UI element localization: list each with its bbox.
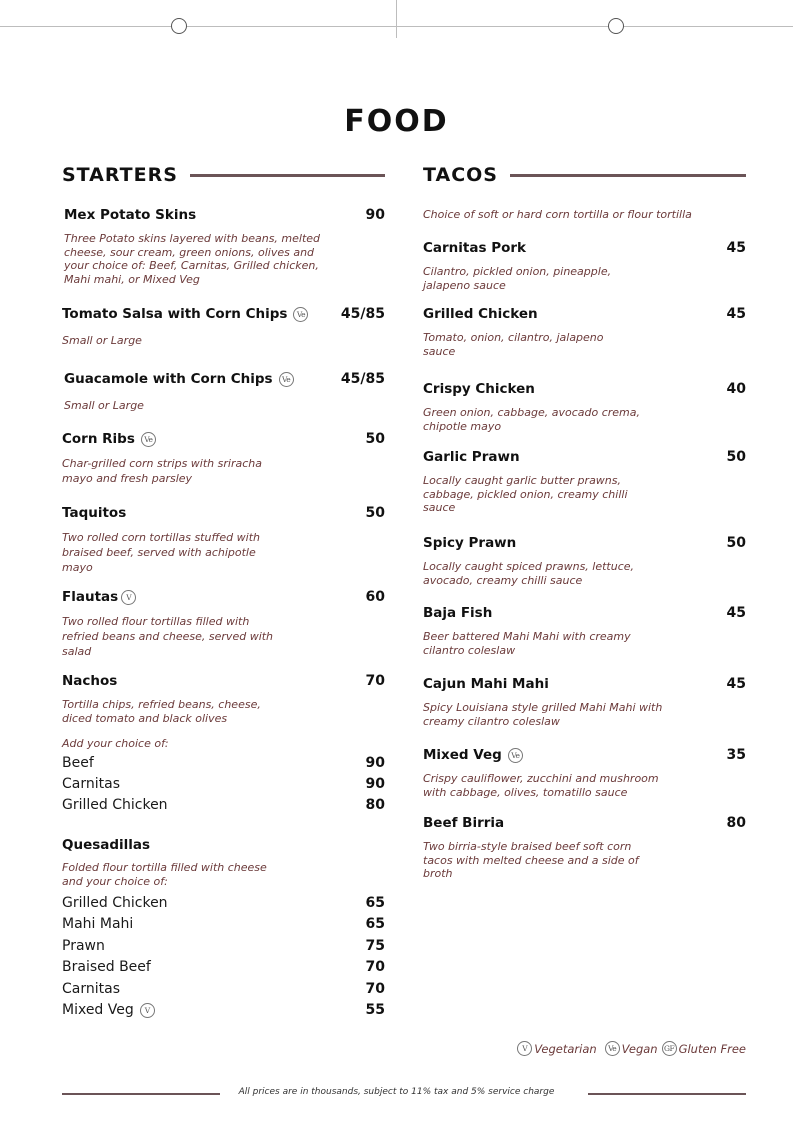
option-price: 90 — [365, 755, 385, 771]
menu-item-beef-birria — [423, 815, 746, 881]
registration-circle-left — [171, 18, 187, 34]
item-description: Two rolled corn tortillas stuffed with braised beef, served with achipotle mayo — [62, 531, 260, 574]
item-price: 60 — [365, 589, 385, 605]
vegetarian-icon: V — [121, 590, 136, 605]
item-description: Tortilla chips, refried beans, cheese, diced tomato and black olives — [62, 698, 261, 725]
vegan-icon: Ve — [279, 372, 294, 387]
option-price: 80 — [365, 797, 385, 813]
quesadilla-option — [62, 981, 385, 997]
dietary-legend — [509, 1041, 746, 1056]
option-name: Carnitas — [62, 981, 120, 997]
option-name: Braised Beef — [62, 959, 151, 975]
quesadilla-option — [62, 938, 385, 954]
option-price: 70 — [365, 981, 385, 997]
menu-item-baja-fish — [423, 605, 746, 657]
item-price: 45/85 — [340, 371, 385, 387]
item-name: Garlic Prawn — [423, 449, 520, 465]
menu-item-grilled-chicken-taco — [423, 306, 746, 358]
option-price: 65 — [365, 895, 385, 911]
menu-item-tomato-salsa — [62, 306, 385, 348]
menu-item-quesadillas — [62, 837, 385, 888]
item-description: Beer battered Mahi Mahi with creamy cilantro coleslaw — [423, 630, 631, 657]
item-name: Baja Fish — [423, 605, 493, 621]
footer-note: All prices are in thousands, subject to 11% tax and 5% service charge — [238, 1087, 555, 1097]
option-name: Grilled Chicken — [62, 797, 168, 813]
starters-heading-text: STARTERS — [62, 164, 178, 186]
option-price: 65 — [365, 916, 385, 932]
legend-label: Vegetarian — [534, 1041, 597, 1056]
menu-item-carnitas-pork — [423, 240, 746, 292]
tacos-intro: Choice of soft or hard corn tortilla or flour tortilla — [423, 208, 692, 221]
menu-item-crispy-chicken — [423, 381, 746, 433]
item-description: Green onion, cabbage, avocado crema, chipotle mayo — [423, 406, 641, 433]
vegan-icon: Ve — [293, 307, 308, 322]
item-description: Folded flour tortilla filled with cheese and your choice of: — [62, 861, 267, 888]
item-name-text: Tomato Salsa with Corn Chips — [62, 306, 288, 322]
item-name — [423, 747, 523, 763]
option-name: Prawn — [62, 938, 105, 954]
registration-circle-right — [608, 18, 624, 34]
option-name: Mahi Mahi — [62, 916, 134, 932]
quesadilla-option — [62, 1002, 385, 1018]
item-name-text: Flautas — [62, 589, 119, 605]
item-price: 50 — [726, 535, 746, 551]
menu-item-guacamole — [62, 371, 385, 413]
item-price: 45 — [726, 676, 746, 692]
item-description: Tomato, onion, cilantro, jalapeno sauce — [423, 331, 604, 358]
item-name-text: Guacamole with Corn Chips — [64, 371, 273, 387]
item-price: 40 — [726, 381, 746, 397]
item-price: 45 — [726, 306, 746, 322]
item-description: Two birria-style braised beef soft corn tacos with melted cheese and a side of broth — [423, 840, 639, 880]
menu-item-taquitos — [62, 505, 385, 575]
item-price: 50 — [365, 431, 385, 447]
menu-item-mex-potato-skins — [62, 207, 385, 286]
option-name: Carnitas — [62, 776, 120, 792]
nachos-add-prompt: Add your choice of: — [62, 737, 169, 750]
tacos-heading — [423, 164, 746, 186]
item-description: Locally caught garlic butter prawns, cabbage, pickled onion, creamy chilli sauce — [423, 474, 628, 514]
legend-label: Vegan — [621, 1041, 658, 1056]
item-price: 50 — [365, 505, 385, 521]
item-description: Three Potato skins layered with beans, melted cheese, sour cream, green onions, olives and your choice of: Beef, Carnitas, Grilled chicken, Mahi mahi, or Mixed Veg — [64, 232, 321, 286]
item-price: 45 — [726, 240, 746, 256]
item-name: Cajun Mahi Mahi — [423, 676, 549, 692]
vegan-icon: Ve — [141, 432, 156, 447]
quesadilla-option — [62, 895, 385, 911]
item-name: Grilled Chicken — [423, 306, 538, 322]
item-price: 35 — [726, 747, 746, 763]
legend-vegetarian — [517, 1041, 596, 1056]
item-price: 80 — [726, 815, 746, 831]
item-price: 90 — [365, 207, 385, 223]
legend-gluten-free — [662, 1041, 746, 1056]
vegan-icon: Ve — [605, 1041, 620, 1056]
option-name: Beef — [62, 755, 94, 771]
item-price: 45/85 — [340, 306, 385, 322]
legend-label: Gluten Free — [678, 1041, 746, 1056]
tacos-heading-text: TACOS — [423, 164, 498, 186]
quesadilla-option — [62, 916, 385, 932]
item-price: 70 — [365, 673, 385, 689]
item-name — [64, 371, 294, 387]
option-price: 55 — [365, 1002, 385, 1018]
item-name — [62, 431, 156, 447]
item-description: Crispy cauliflower, zucchini and mushroom with cabbage, olives, tomatillo sauce — [423, 772, 659, 799]
option-price: 70 — [365, 959, 385, 975]
item-name — [62, 306, 308, 322]
item-price: 50 — [726, 449, 746, 465]
nachos-option — [62, 776, 385, 792]
quesadilla-option — [62, 959, 385, 975]
item-name-text: Corn Ribs — [62, 431, 135, 447]
starters-heading — [62, 164, 385, 186]
menu-item-nachos — [62, 673, 385, 725]
menu-item-corn-ribs — [62, 431, 385, 486]
item-description: Cilantro, pickled onion, pineapple, jalapeno sauce — [423, 265, 612, 292]
item-name: Beef Birria — [423, 815, 505, 831]
item-name: Carnitas Pork — [423, 240, 527, 256]
vegan-icon: Ve — [508, 748, 523, 763]
item-name: Spicy Prawn — [423, 535, 517, 551]
item-description: Small or Large — [64, 399, 144, 412]
item-description: Small or Large — [62, 334, 142, 347]
option-price: 75 — [365, 938, 385, 954]
menu-item-cajun-mahi-mahi — [423, 676, 746, 728]
item-price: 45 — [726, 605, 746, 621]
option-name-text: Mixed Veg — [62, 1002, 134, 1018]
item-description: Spicy Louisiana style grilled Mahi Mahi with creamy cilantro coleslaw — [423, 701, 663, 728]
item-name: Quesadillas — [62, 837, 151, 853]
item-name: Nachos — [62, 673, 118, 689]
gluten-free-icon: GF — [662, 1041, 677, 1056]
item-name: Crispy Chicken — [423, 381, 535, 397]
option-name — [62, 1002, 155, 1018]
item-name-text: Mixed Veg — [423, 747, 502, 763]
item-name: Taquitos — [62, 505, 127, 521]
menu-item-spicy-prawn — [423, 535, 746, 587]
item-description: Two rolled flour tortillas filled with refried beans and cheese, served with salad — [62, 615, 274, 658]
nachos-option — [62, 797, 385, 813]
tacos-heading-rule — [510, 174, 746, 177]
menu-item-garlic-prawn — [423, 449, 746, 515]
menu-item-flautas — [62, 589, 385, 659]
option-name: Grilled Chicken — [62, 895, 168, 911]
page-title: FOOD — [344, 104, 449, 139]
item-description: Char-grilled corn strips with sriracha mayo and fresh parsley — [62, 457, 262, 485]
item-name: Mex Potato Skins — [64, 207, 197, 223]
starters-heading-rule — [190, 174, 385, 177]
nachos-option — [62, 755, 385, 771]
item-description: Locally caught spiced prawns, lettuce, avocado, creamy chilli sauce — [423, 560, 635, 587]
top-center-mark — [396, 0, 397, 38]
menu-item-mixed-veg-taco — [423, 747, 746, 799]
option-price: 90 — [365, 776, 385, 792]
vegetarian-icon: V — [140, 1003, 155, 1018]
legend-vegan — [605, 1041, 658, 1056]
item-name — [62, 589, 136, 605]
vegetarian-icon: V — [517, 1041, 532, 1056]
